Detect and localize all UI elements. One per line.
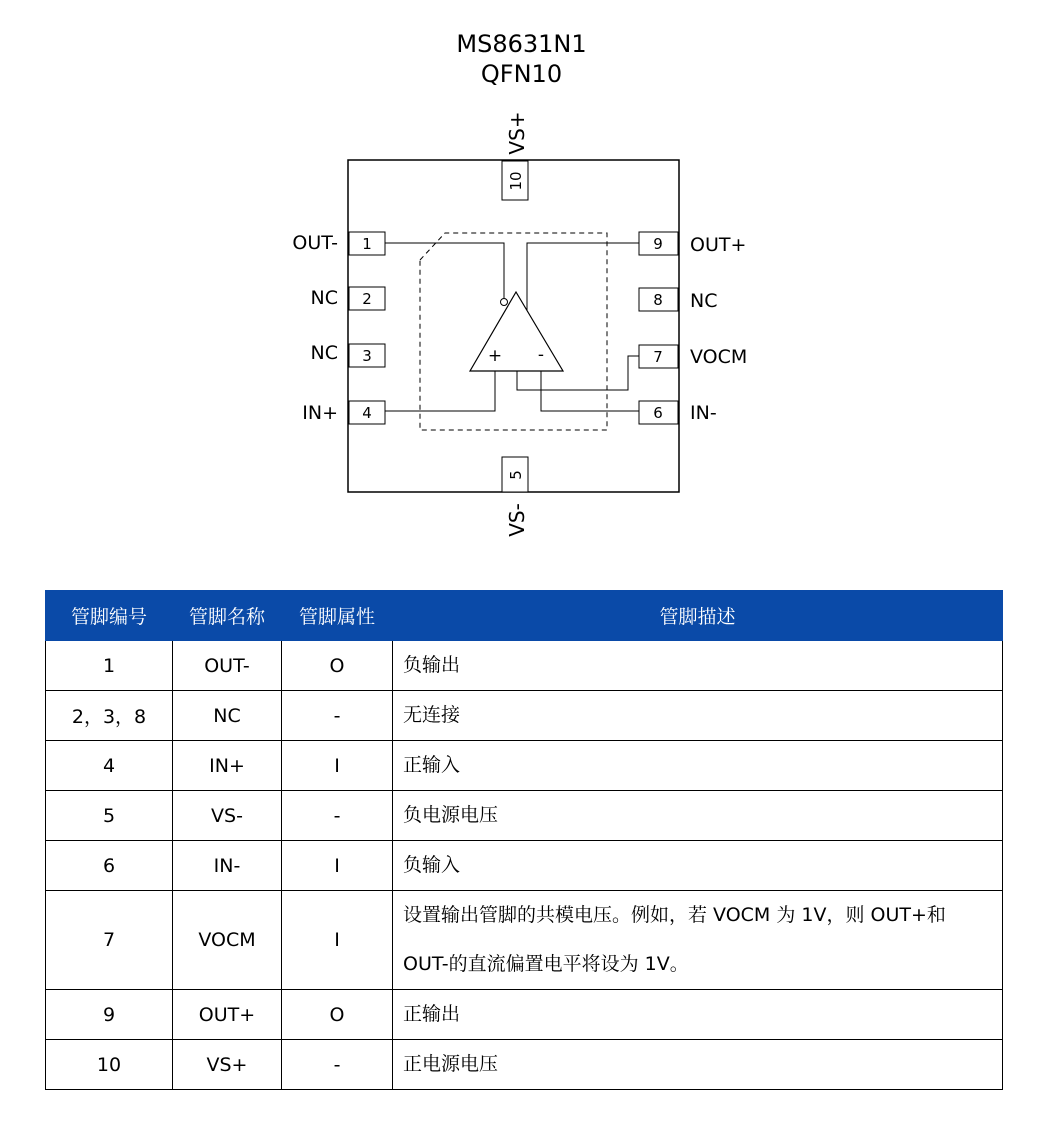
pin-10-number: 10 xyxy=(507,171,525,191)
header-pin-attribute: 管脚属性 xyxy=(282,591,393,641)
pin-2-number: 2 xyxy=(362,290,372,308)
pin-description-table xyxy=(45,590,1003,1090)
right-pin-6 xyxy=(639,401,717,424)
header-pin-name: 管脚名称 xyxy=(173,591,282,641)
pin-description-cell: 负输入 xyxy=(393,841,1003,891)
table-row xyxy=(46,891,1003,990)
pin-number-cell: 6 xyxy=(46,841,173,891)
pin-number-cell: 1 xyxy=(46,641,173,691)
header-pin-number: 管脚编号 xyxy=(46,591,173,641)
pin-attribute-cell: O xyxy=(282,641,393,691)
table-row xyxy=(46,691,1003,741)
pin-7-number: 7 xyxy=(653,348,663,366)
pin-attribute-cell: - xyxy=(282,791,393,841)
pin-name-cell: VOCM xyxy=(173,891,282,990)
pin-attribute-cell: - xyxy=(282,1040,393,1090)
pin-8-label: NC xyxy=(690,290,718,312)
pin-number-cell: 5 xyxy=(46,791,173,841)
pin-name-cell: IN- xyxy=(173,841,282,891)
pin-6-number: 6 xyxy=(653,404,663,422)
pin-1-label: OUT- xyxy=(292,232,338,254)
pin-description-cell: 正输出 xyxy=(393,990,1003,1040)
pin-3-label: NC xyxy=(310,342,338,364)
pin-description-cell: 负电源电压 xyxy=(393,791,1003,841)
pin-number-cell: 10 xyxy=(46,1040,173,1090)
pin-attribute-cell: I xyxy=(282,891,393,990)
pin-name-cell: NC xyxy=(173,691,282,741)
pin-3-number: 3 xyxy=(362,347,372,365)
table-row xyxy=(46,841,1003,891)
pin-name-cell: VS- xyxy=(173,791,282,841)
pin-attribute-cell: I xyxy=(282,741,393,791)
table-row xyxy=(46,1040,1003,1090)
pin-name-cell: VS+ xyxy=(173,1040,282,1090)
header-pin-description: 管脚描述 xyxy=(393,591,1003,641)
amp-minus-sign: - xyxy=(537,345,545,365)
table-row xyxy=(46,791,1003,841)
package-name: QFN10 xyxy=(480,60,563,88)
amp-plus-sign: + xyxy=(487,346,503,366)
pin-6-label: IN- xyxy=(690,402,717,424)
pin-number-cell: 7 xyxy=(46,891,173,990)
table-row xyxy=(46,990,1003,1040)
pin-4-number: 4 xyxy=(362,404,372,422)
pin-name-cell: OUT+ xyxy=(173,990,282,1040)
pin-5-number: 5 xyxy=(507,470,525,480)
pin-9-label: OUT+ xyxy=(690,234,747,256)
pin-attribute-cell: O xyxy=(282,990,393,1040)
pin-description-cell: 无连接 xyxy=(393,691,1003,741)
table-row xyxy=(46,741,1003,791)
pin-name-cell: OUT- xyxy=(173,641,282,691)
table-header-row xyxy=(46,591,1003,641)
pin-attribute-cell: - xyxy=(282,691,393,741)
pin-10-label: VS+ xyxy=(505,111,529,155)
right-pin-9 xyxy=(639,232,746,256)
pin-7-label: VOCM xyxy=(690,346,748,368)
left-pin-4 xyxy=(302,401,385,424)
pin-description-line-1: 设置输出管脚的共模电压。例如，若 VOCM 为 1V，则 OUT+和 xyxy=(403,904,946,926)
pin-8-number: 8 xyxy=(653,291,663,309)
pin-number-cell: 9 xyxy=(46,990,173,1040)
pin-description-cell: 正输入 xyxy=(393,741,1003,791)
pin-number-cell: 4 xyxy=(46,741,173,791)
opamp-triangle-icon xyxy=(470,292,563,371)
pin-2-label: NC xyxy=(310,287,338,309)
pin-description-cell xyxy=(393,891,1003,990)
pin-5-label: VS- xyxy=(505,503,529,537)
pin-attribute-cell: I xyxy=(282,841,393,891)
pin-description-cell: 负输出 xyxy=(393,641,1003,691)
left-pin-1 xyxy=(292,232,385,255)
pinout-diagram xyxy=(0,0,1043,560)
right-pin-8 xyxy=(639,288,717,312)
pin-description-line-2: OUT-的直流偏置电平将设为 1V。 xyxy=(403,953,689,975)
pin-1-number: 1 xyxy=(362,235,372,253)
table-row xyxy=(46,641,1003,691)
pin-4-label: IN+ xyxy=(302,402,338,424)
right-pin-7 xyxy=(639,345,747,368)
inverting-output-bubble xyxy=(501,299,508,306)
pin-number-cell: 2，3，8 xyxy=(46,691,173,741)
pin-description-cell: 正电源电压 xyxy=(393,1040,1003,1090)
part-number: MS8631N1 xyxy=(456,30,587,58)
pin-name-cell: IN+ xyxy=(173,741,282,791)
pin-9-number: 9 xyxy=(653,235,663,253)
